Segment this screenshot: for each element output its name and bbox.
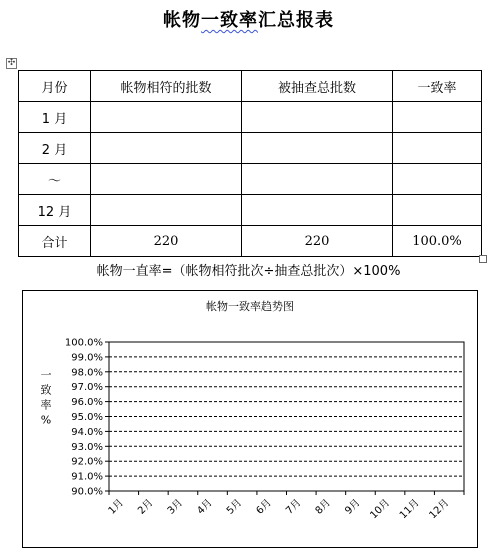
y-axis-label-char: % bbox=[40, 413, 52, 427]
page-title bbox=[0, 6, 497, 32]
x-tick-label: 3月 bbox=[165, 497, 186, 517]
trend-chart bbox=[23, 291, 477, 547]
month-cell[interactable]: 12 月 bbox=[19, 195, 91, 226]
total-rate-cell[interactable]: 100.0% bbox=[393, 226, 482, 257]
data-cell[interactable] bbox=[242, 195, 393, 226]
month-cell[interactable]: ～ bbox=[19, 164, 91, 195]
table-row bbox=[19, 102, 482, 133]
x-tick-label: 9月 bbox=[343, 497, 363, 517]
y-axis-label-char: 率 bbox=[40, 398, 52, 412]
y-tick-label: 98.0% bbox=[71, 367, 103, 379]
data-cell[interactable] bbox=[393, 195, 482, 226]
data-cell[interactable] bbox=[242, 164, 393, 195]
data-cell[interactable] bbox=[91, 102, 242, 133]
table-total-row bbox=[19, 226, 482, 257]
y-axis-label bbox=[41, 369, 52, 427]
title-prefix: 帐物 bbox=[163, 10, 201, 31]
x-tick-label: 4月 bbox=[195, 497, 215, 517]
chart-title: 帐物一致率趋势图 bbox=[206, 300, 294, 313]
x-tick-label: 7月 bbox=[284, 497, 304, 517]
total-matching-cell[interactable]: 220 bbox=[91, 226, 242, 257]
table-row bbox=[19, 133, 482, 164]
y-tick-label: 100.0% bbox=[64, 337, 103, 349]
y-axis-label-char: 一 bbox=[40, 368, 52, 382]
y-axis-label-char: 致 bbox=[40, 383, 52, 397]
x-tick-label: 11月 bbox=[397, 497, 422, 522]
title-spellcheck-word: 一致率 bbox=[201, 10, 258, 31]
x-tick-label: 8月 bbox=[313, 497, 333, 517]
table-row bbox=[19, 164, 482, 195]
data-cell[interactable] bbox=[393, 164, 482, 195]
y-tick-label: 96.0% bbox=[71, 397, 103, 409]
data-cell[interactable] bbox=[242, 102, 393, 133]
header-cell-month: 月份 bbox=[19, 71, 91, 102]
y-tick-label: 93.0% bbox=[71, 441, 103, 453]
x-tick-label: 10月 bbox=[368, 497, 393, 522]
x-tick-label: 6月 bbox=[254, 497, 274, 517]
data-cell[interactable] bbox=[393, 102, 482, 133]
header-cell-inspected-batches: 被抽查总批数 bbox=[242, 71, 393, 102]
month-cell[interactable]: 1 月 bbox=[19, 102, 91, 133]
y-tick-label: 90.0% bbox=[71, 486, 103, 498]
y-tick-label: 97.0% bbox=[71, 382, 103, 394]
header-cell-consistency-rate: 一致率 bbox=[393, 71, 482, 102]
x-tick-label: 12月 bbox=[427, 497, 452, 522]
header-cell-matching-batches: 帐物相符的批数 bbox=[91, 71, 242, 102]
y-tick-label: 92.0% bbox=[71, 456, 103, 468]
move-anchor-icon[interactable]: ✣ bbox=[7, 58, 16, 68]
x-tick-label: 2月 bbox=[136, 497, 156, 517]
data-cell[interactable] bbox=[242, 133, 393, 164]
formula-text: 帐物一直率=（帐物相符批次÷抽查总批次）×100% bbox=[96, 264, 401, 279]
data-cell[interactable] bbox=[91, 133, 242, 164]
y-tick-label: 91.0% bbox=[71, 471, 103, 483]
y-tick-label: 95.0% bbox=[71, 412, 103, 423]
x-tick-label: 5月 bbox=[224, 497, 245, 517]
table-header-row bbox=[19, 71, 482, 102]
month-cell[interactable]: 2 月 bbox=[19, 133, 91, 164]
data-cell[interactable] bbox=[393, 133, 482, 164]
data-cell[interactable] bbox=[91, 195, 242, 226]
total-inspected-cell[interactable]: 220 bbox=[242, 226, 393, 257]
table-row bbox=[19, 195, 482, 226]
title-suffix: 汇总报表 bbox=[258, 10, 334, 31]
y-tick-label: 94.0% bbox=[71, 426, 103, 438]
data-cell[interactable] bbox=[91, 164, 242, 195]
summary-table bbox=[18, 70, 482, 257]
chart-frame[interactable] bbox=[22, 290, 478, 548]
x-tick-label: 1月 bbox=[106, 497, 126, 517]
y-tick-label: 99.0% bbox=[71, 352, 103, 364]
total-label-cell[interactable]: 合计 bbox=[19, 226, 91, 257]
